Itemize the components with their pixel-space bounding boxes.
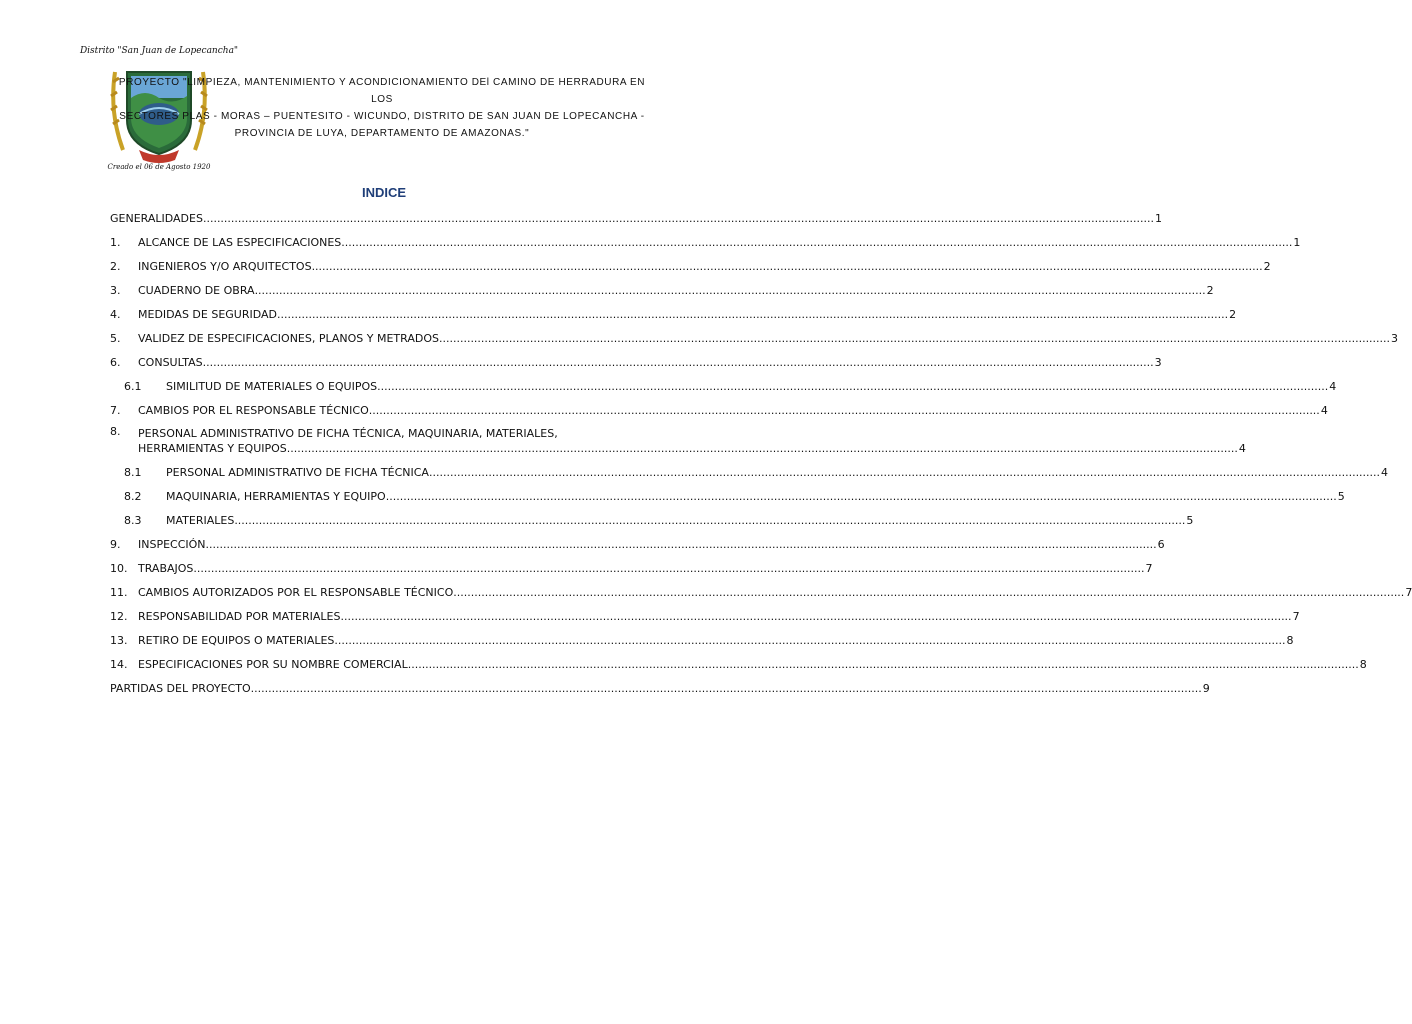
toc-leader-dots — [203, 356, 1154, 371]
toc-page-number: 2 — [1229, 308, 1237, 321]
toc-entry-text: MAQUINARIA, HERRAMIENTAS Y EQUIPO — [166, 490, 386, 503]
toc-entry-text: MEDIDAS DE SEGURIDAD — [138, 308, 278, 321]
toc-entry-text: CONSULTAS — [138, 356, 203, 369]
toc-entry-text: CAMBIOS AUTORIZADOS POR EL RESPONSABLE TÉCNICO — [138, 586, 454, 599]
toc-page-number: 1 — [1293, 236, 1301, 249]
toc-entry-number: 6.1 — [124, 380, 142, 393]
toc-entry-text: ALCANCE DE LAS ESPECIFICACIONES — [138, 236, 342, 249]
toc-entry-number: 11. — [110, 586, 128, 599]
toc-entry-number: 6. — [110, 356, 121, 369]
toc-entry[interactable] — [110, 649, 1367, 673]
toc-entry[interactable] — [110, 227, 1301, 251]
toc-page-number: 8 — [1286, 634, 1294, 647]
header-line-1: PROYECTO "LIMPIEZA, MANTENIMIENTO Y ACONDICIONAMIENTO DEl CAMINO DE HERRADURA EN LOS — [118, 77, 646, 105]
toc-entry-number: 7. — [110, 404, 121, 417]
toc-page-number: 4 — [1238, 442, 1246, 455]
toc-page-number: 7 — [1292, 610, 1300, 623]
toc-entry-number: 12. — [110, 610, 128, 623]
toc-leader-dots — [193, 562, 1144, 577]
toc-entry-text: CAMBIOS POR EL RESPONSABLE TÉCNICO — [138, 404, 369, 417]
toc-page-number: 7 — [1145, 562, 1153, 575]
toc-entry-text: INSPECCIÓN — [138, 538, 206, 551]
toc-leader-dots — [312, 260, 1263, 275]
toc-page-number: 5 — [1186, 514, 1194, 527]
toc-entry-number: 14. — [110, 658, 128, 671]
toc-entry[interactable] — [110, 203, 1163, 227]
toc-entry-number: 13. — [110, 634, 128, 647]
toc-leader-dots — [341, 236, 1292, 251]
toc-leader-dots — [453, 586, 1404, 601]
toc-leader-dots — [251, 682, 1202, 697]
toc-page-number: 2 — [1263, 260, 1271, 273]
project-header — [112, 74, 652, 142]
toc-leader-dots — [334, 634, 1285, 649]
toc-entry-number: 9. — [110, 538, 121, 551]
toc-page-number: 9 — [1202, 682, 1210, 695]
toc-entry-number: 4. — [110, 308, 121, 321]
toc-entry-number: 5. — [110, 332, 121, 345]
index-title: INDICE — [361, 185, 407, 200]
table-of-contents — [110, 203, 1412, 697]
toc-page-number: 1 — [1155, 212, 1163, 225]
toc-leader-dots — [439, 332, 1390, 347]
toc-entry[interactable] — [110, 299, 1237, 323]
toc-page-number: 4 — [1381, 466, 1389, 479]
toc-leader-dots — [377, 380, 1328, 395]
toc-entry-text: PERSONAL ADMINISTRATIVO DE FICHA TÉCNICA — [166, 466, 429, 479]
toc-entry-text-continued: HERRAMIENTAS Y EQUIPOS — [138, 442, 287, 455]
toc-page-number: 4 — [1329, 380, 1337, 393]
toc-leader-dots — [255, 284, 1206, 299]
toc-subentry[interactable] — [110, 505, 1194, 529]
toc-entry-text: MATERIALES — [166, 514, 235, 527]
toc-entry-number: 2. — [110, 260, 121, 273]
toc-entry-text: ESPECIFICACIONES POR SU NOMBRE COMERCIAL — [138, 658, 408, 671]
toc-entry[interactable] — [110, 347, 1162, 371]
toc-subentry[interactable] — [110, 371, 1337, 395]
toc-entry[interactable] — [110, 275, 1214, 299]
toc-leader-dots — [203, 212, 1154, 227]
toc-page-number: 2 — [1206, 284, 1214, 297]
toc-entry[interactable] — [110, 601, 1300, 625]
toc-entry[interactable] — [110, 625, 1294, 649]
toc-entry[interactable] — [110, 673, 1210, 697]
toc-page-number: 3 — [1154, 356, 1162, 369]
seal-top-text: Distrito "San Juan de Lopecancha" — [79, 46, 239, 56]
toc-entry-text: TRABAJOS — [138, 562, 194, 575]
toc-page-number: 3 — [1391, 332, 1399, 345]
toc-subentry[interactable] — [110, 481, 1345, 505]
header-line-3: PROVINCIA DE LUYA, DEPARTAMENTO DE AMAZONAS." — [234, 128, 530, 139]
toc-entry-text: SIMILITUD DE MATERIALES O EQUIPOS — [166, 380, 378, 393]
toc-entry[interactable] — [110, 529, 1165, 553]
toc-entry-text: RESPONSABILIDAD POR MATERIALES — [138, 610, 341, 623]
toc-entry-text: PERSONAL ADMINISTRATIVO DE FICHA TÉCNICA, MAQUINARIA, MATERIALES, — [138, 427, 558, 440]
header-line-2: SECTORES PLAS - MORAS – PUENTESITO - WICUNDO, DISTRITO DE SAN JUAN DE LOPECANCHA - — [119, 111, 645, 122]
toc-entry[interactable] — [110, 323, 1399, 347]
toc-subentry[interactable] — [110, 457, 1389, 481]
toc-entry-text: INGENIEROS Y/O ARQUITECTOS — [138, 260, 312, 273]
toc-entry-text: VALIDEZ DE ESPECIFICACIONES, PLANOS Y METRADOS — [138, 332, 439, 345]
toc-entry-number: 8.1 — [124, 466, 142, 479]
toc-entry[interactable] — [110, 251, 1271, 275]
toc-page-number: 7 — [1405, 586, 1412, 599]
seal-bottom-text: Creado el 06 de Agosto 1920 — [107, 163, 211, 171]
toc-entry[interactable] — [110, 553, 1153, 577]
toc-page-number: 6 — [1157, 538, 1165, 551]
toc-entry-number: 10. — [110, 562, 128, 575]
toc-leader-dots — [369, 404, 1320, 419]
toc-entry-text: PARTIDAS DEL PROYECTO — [110, 682, 251, 695]
toc-leader-dots — [234, 514, 1185, 529]
toc-entry-text: RETIRO DE EQUIPOS O MATERIALES — [138, 634, 335, 647]
toc-entry[interactable] — [110, 395, 1328, 419]
toc-page-number: 5 — [1337, 490, 1345, 503]
toc-entry-text: GENERALIDADES — [110, 212, 203, 225]
toc-leader-dots — [429, 466, 1380, 481]
toc-leader-dots — [206, 538, 1157, 553]
toc-entry-number: 3. — [110, 284, 121, 297]
toc-entry[interactable] — [110, 419, 1246, 457]
toc-page-number: 8 — [1359, 658, 1367, 671]
toc-entry-number: 8.2 — [124, 490, 142, 503]
toc-entry-number: 8. — [110, 425, 121, 438]
toc-leader-dots — [340, 610, 1291, 625]
toc-leader-dots — [386, 490, 1337, 505]
toc-leader-dots — [408, 658, 1359, 673]
toc-entry-text: CUADERNO DE OBRA — [138, 284, 255, 297]
toc-entry-number: 8.3 — [124, 514, 142, 527]
toc-page-number: 4 — [1320, 404, 1328, 417]
toc-leader-dots — [277, 308, 1228, 323]
toc-entry[interactable] — [110, 577, 1412, 601]
toc-entry-number: 1. — [110, 236, 121, 249]
toc-leader-dots — [287, 442, 1238, 457]
